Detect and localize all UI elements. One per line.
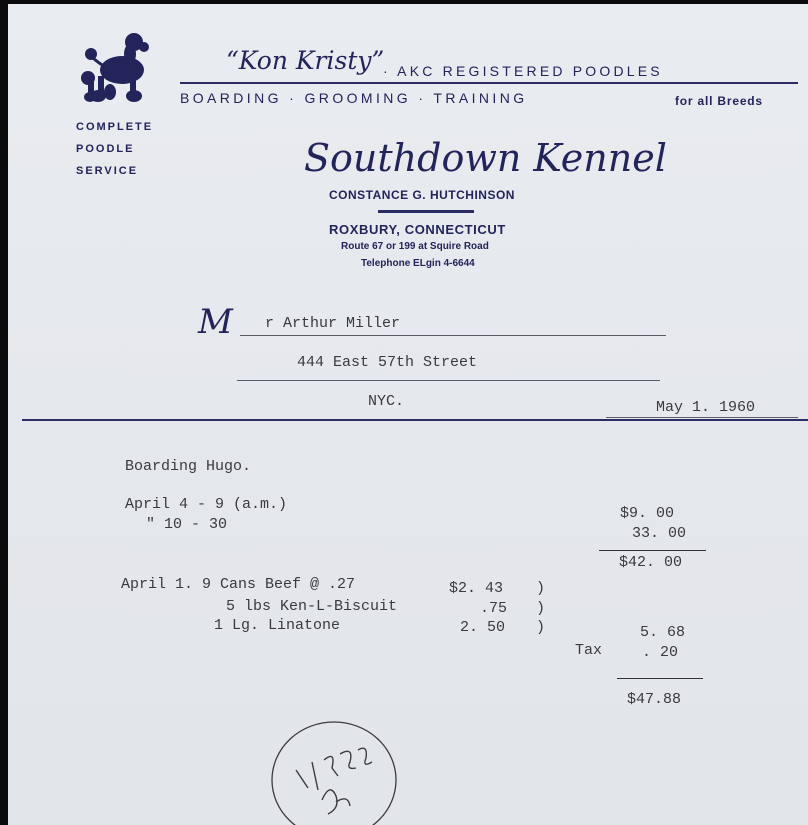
supply-brace-1: ) — [536, 580, 546, 597]
invoice-date: May 1. 1960 — [656, 399, 756, 416]
services-line: BOARDING · GROOMING · TRAINING — [180, 90, 528, 106]
owner-name: CONSTANCE G. HUTCHINSON — [329, 188, 515, 202]
bill-heading: Boarding Hugo. — [125, 458, 252, 475]
supply-price-1: $2. 43 — [449, 580, 504, 597]
boarding-amount-2: 33. 00 — [632, 525, 687, 542]
recipient-street: 444 East 57th Street — [297, 354, 478, 371]
town: ROXBURY, CONNECTICUT — [329, 222, 506, 237]
supply-line-3: 1 Lg. Linatone — [214, 617, 341, 634]
supply-price-3: 2. 50 — [460, 619, 506, 636]
route: Route 67 or 199 at Squire Road — [341, 241, 489, 252]
street-line — [237, 380, 660, 381]
supply-price-2: .75 — [480, 600, 508, 617]
owner-rule — [378, 210, 474, 213]
recipient-name: r Arthur Miller — [265, 315, 401, 332]
supply-line-1: April 1. 9 Cans Beef @ .27 — [121, 576, 356, 593]
supply-line-2: 5 lbs Ken-L-Biscuit — [226, 598, 398, 615]
grand-sum-rule — [617, 678, 703, 679]
boarding-line-2: " 10 - 30 — [146, 516, 228, 533]
supply-brace-3: ) — [536, 619, 546, 636]
kennel-name: Southdown Kennel — [304, 136, 667, 180]
boarding-total: $42. 00 — [619, 554, 683, 571]
supply-brace-2: ) — [536, 600, 546, 617]
date-line — [606, 417, 798, 418]
paid-stamp — [266, 710, 406, 825]
brand-registered: · AKC REGISTERED POODLES — [383, 63, 663, 79]
boarding-line-1: April 4 - 9 (a.m.) — [125, 496, 288, 513]
tax-label: Tax — [575, 642, 603, 659]
brand-script: “Kon Kristy” — [226, 46, 385, 75]
tax-amount: . 20 — [642, 644, 679, 661]
supplies-total: 5. 68 — [640, 624, 686, 641]
grand-total: $47.88 — [627, 691, 682, 708]
salutation-letter: M — [198, 302, 233, 342]
boarding-amount-1: $9. 00 — [620, 505, 675, 522]
invoice-paper — [8, 4, 808, 825]
poodle-silhouette-icon — [78, 30, 158, 106]
header-rule-top — [180, 82, 798, 84]
phone: Telephone ELgin 4-6644 — [361, 258, 475, 269]
name-line — [240, 335, 666, 336]
boarding-sum-rule — [599, 550, 706, 551]
complete-poodle-service: COMPLETE POODLE SERVICE — [76, 121, 154, 177]
recipient-city: NYC. — [368, 393, 405, 410]
divider-rule — [22, 419, 808, 421]
services-tail: for all Breeds — [675, 94, 763, 108]
